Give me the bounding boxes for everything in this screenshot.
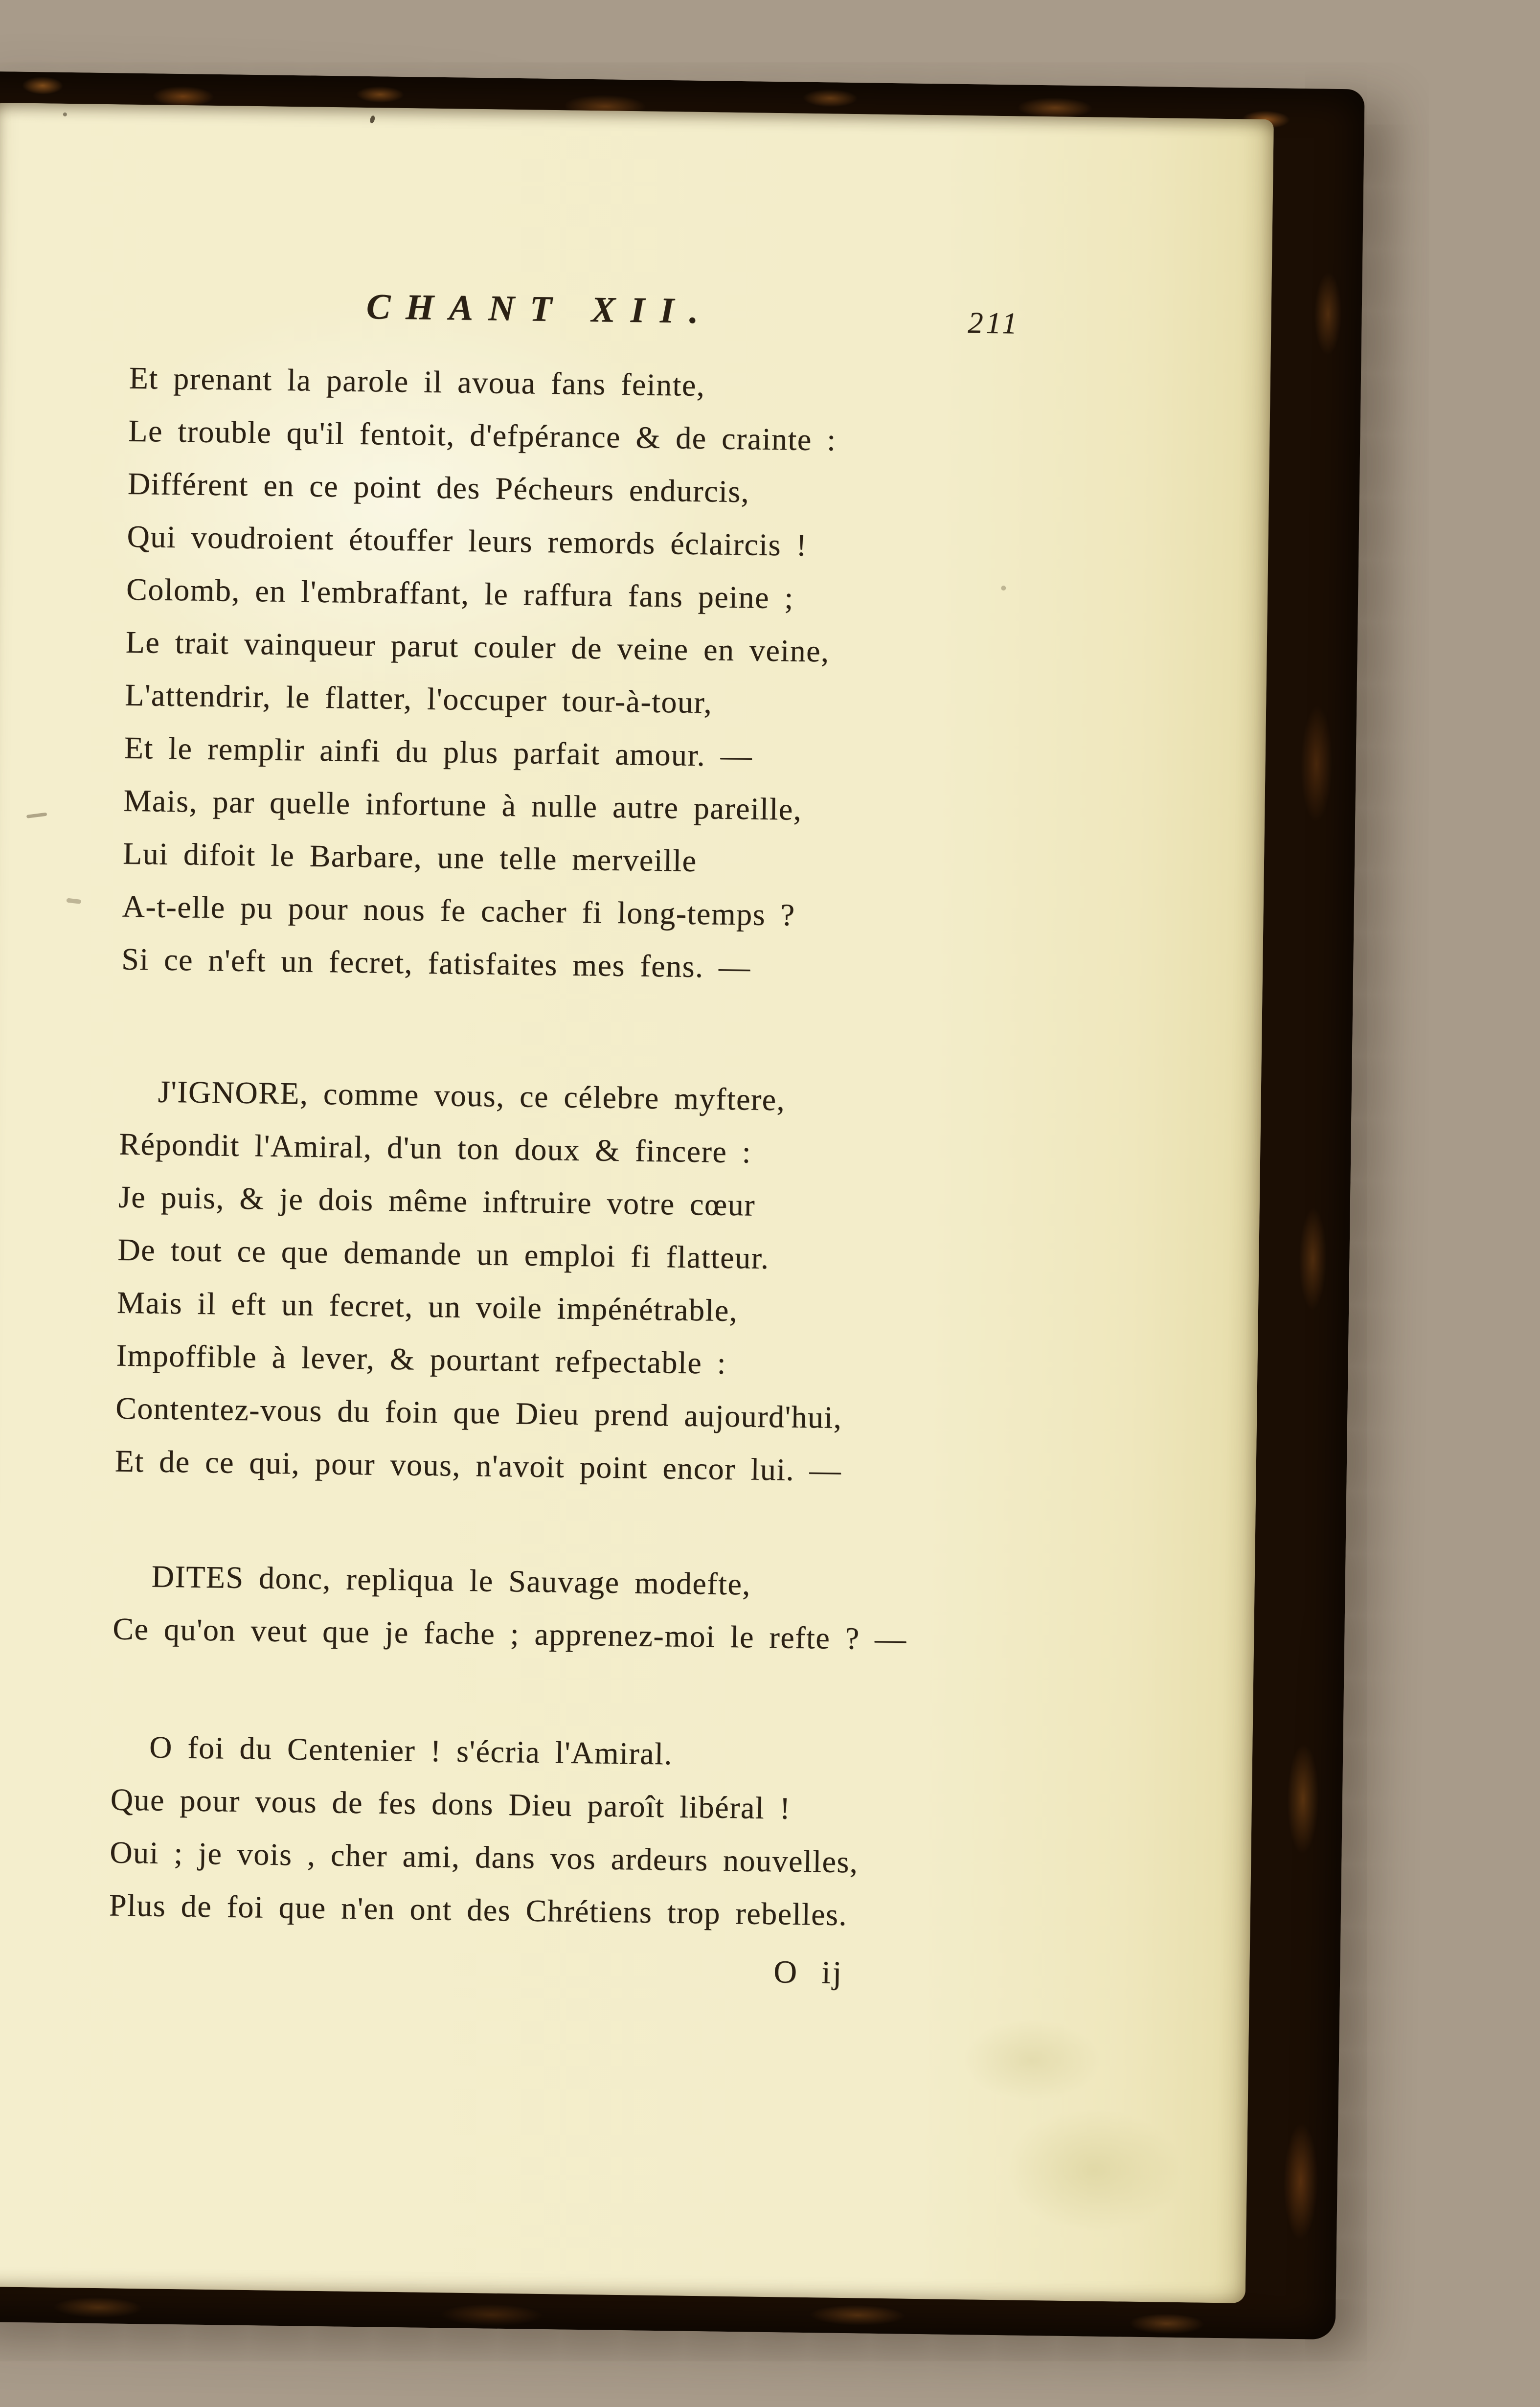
poem-line: Mais il eft un fecret, un voile impénétrable, bbox=[116, 1285, 738, 1328]
poem-line: Mais, par quelle infortune à nulle autre pareille, bbox=[123, 783, 802, 827]
poem-line: DITES donc, repliqua le Sauvage modefte, bbox=[151, 1559, 751, 1602]
poem-line: Oui ; je vois , cher ami, dans vos ardeurs nouvelles, bbox=[109, 1835, 859, 1880]
foxing-speck bbox=[1001, 586, 1006, 590]
poem-line: De tout ce que demande un emploi fi flatteur. bbox=[117, 1232, 770, 1275]
page-number: 211 bbox=[967, 306, 1020, 341]
poem-line: J'IGNORE, comme vous, ce célebre myftere, bbox=[158, 1074, 786, 1117]
foxing-speck bbox=[369, 115, 376, 124]
poem-line: Si ce n'eft un fecret, fatisfaites mes fens. — bbox=[121, 941, 751, 985]
poem-line: Le trouble qu'il fentoit, d'efpérance & de crainte : bbox=[128, 413, 837, 457]
poem-line: Et prenant la parole il avoua fans feinte, bbox=[129, 360, 705, 403]
foxing-speck bbox=[66, 898, 81, 904]
foxing-speck bbox=[63, 113, 67, 116]
poem-line: L'attendrir, le flatter, l'occuper tour-à-tour, bbox=[124, 677, 713, 720]
poem-line: Colomb, en l'embraffant, le raffura fans peine ; bbox=[126, 571, 794, 615]
poem-line: Contentez-vous du foin que Dieu prend aujourd'hui, bbox=[115, 1390, 842, 1435]
poem-line: Lui difoit le Barbare, une telle merveille bbox=[122, 836, 697, 878]
poem-line: Différent en ce point des Pécheurs endurcis, bbox=[127, 466, 750, 509]
foxing-speck bbox=[26, 813, 47, 818]
poem-line: Le trait vainqueur parut couler de veine en veine, bbox=[125, 624, 830, 669]
stanza-1 bbox=[121, 352, 838, 995]
poem-line: Plus de foi que n'en ont des Chrétiens trop rebelles. bbox=[109, 1887, 848, 1932]
poem-line: Et de ce qui, pour vous, n'avoit point encor lui. — bbox=[114, 1443, 842, 1488]
poem-line: Impoffible à lever, & pourtant refpectable : bbox=[116, 1338, 727, 1381]
poem-line: A-t-elle pu pour nous fe cacher fi long-temps ? bbox=[122, 888, 795, 932]
poem-line: Qui voudroient étouffer leurs remords éclaircis ! bbox=[127, 519, 808, 563]
book-page bbox=[0, 103, 1274, 2303]
book-cover bbox=[0, 71, 1365, 2339]
chapter-heading: CHANT XII. bbox=[366, 286, 714, 332]
poem-line: O foi du Centenier ! s'écria l'Amiral. bbox=[149, 1729, 673, 1771]
poem-line: Que pour vous de fes dons Dieu paroît libéral ! bbox=[110, 1782, 791, 1826]
stanza-2 bbox=[114, 1065, 847, 1497]
signature-mark: O ij bbox=[773, 1954, 844, 1991]
poem-line: Ce qu'on veut que je fache ; apprenez-moi le refte ? — bbox=[112, 1611, 907, 1657]
stanza-4 bbox=[109, 1720, 860, 1941]
stanza-3 bbox=[113, 1549, 908, 1665]
poem-line: Répondit l'Amiral, d'un ton doux & fincere : bbox=[118, 1126, 752, 1170]
poem-line: Et le remplir ainfi du plus parfait amour. — bbox=[124, 730, 753, 773]
poem-line: Je puis, & je dois même inftruire votre cœur bbox=[118, 1179, 756, 1223]
